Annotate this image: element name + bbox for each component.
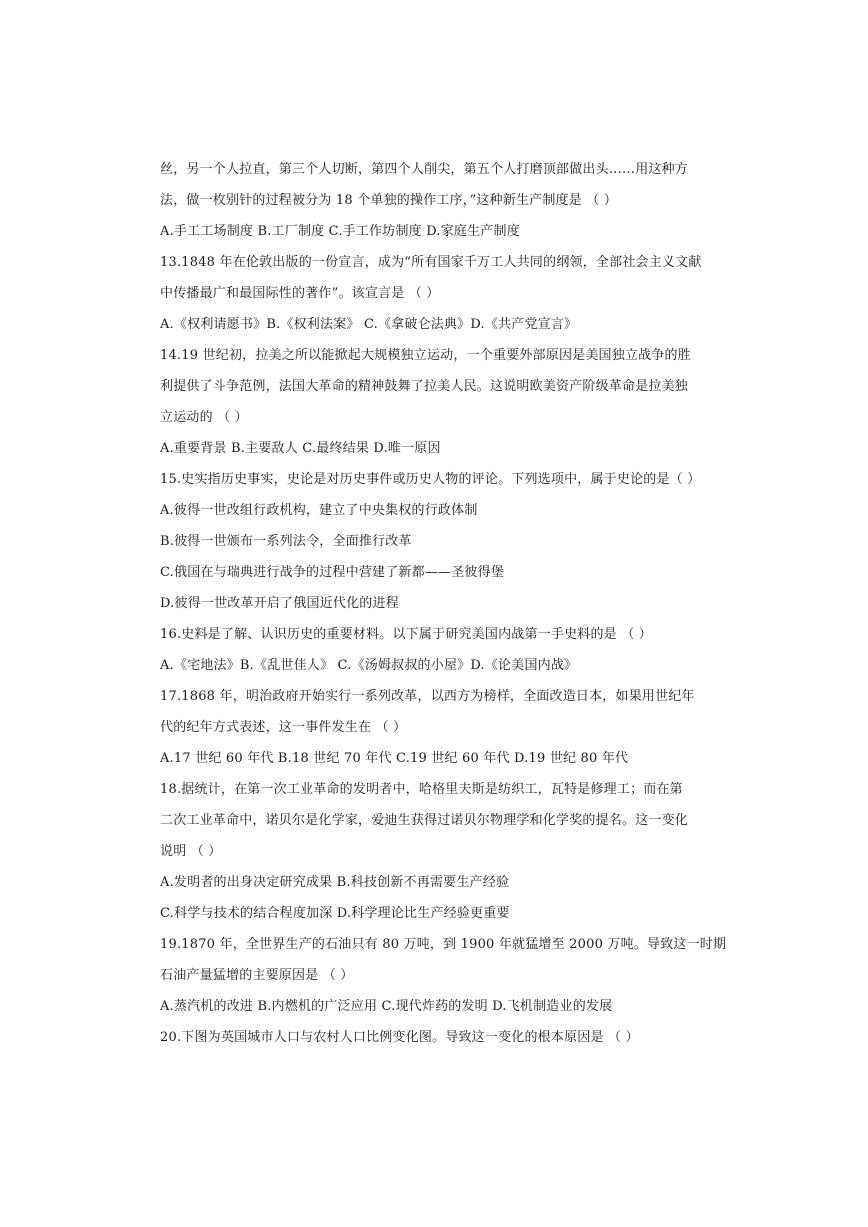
text-line: 17.1868 年，明治政府开始实行一系列改革，以西方为榜样，全面改造日本，如果用世纪年 <box>160 689 695 704</box>
text-line: 石油产量猛增的主要原因是 （ ） <box>160 968 354 983</box>
text-line: A.手工工场制度 B.工厂制度 C.手工作坊制度 D.家庭生产制度 <box>160 224 520 239</box>
text-line: 丝，另一个人拉直，第三个人切断，第四个人削尖，第五个人打磨顶部做出头……用这种方 <box>160 162 689 177</box>
text-line: 19.1870 年，全世界生产的石油只有 80 万吨，到 1900 年就猛增至 2000 万吨。导致这一时期 <box>160 937 727 952</box>
text-line: A.蒸汽机的改进 B.内燃机的广泛应用 C.现代炸药的发明 D.飞机制造业的发展 <box>160 999 613 1014</box>
text-line: 中传播最广和最国际性的著作”。该宣言是 （ ） <box>160 286 440 301</box>
text-line: 说明 （ ） <box>160 844 222 859</box>
text-line: C.俄国在与瑞典进行战争的过程中营建了新都——圣彼得堡 <box>160 565 505 580</box>
text-line: C.科学与技术的结合程度加深 D.科学理论比生产经验更重要 <box>160 906 510 921</box>
text-line: B.彼得一世颁布一系列法令，全面推行改革 <box>160 534 412 549</box>
text-line: 20.下图为英国城市人口与农村人口比例变化图。导致这一变化的根本原因是 （ ） <box>160 1030 639 1045</box>
text-line: A.17 世纪 60 年代 B.18 世纪 70 年代 C.19 世纪 60 年代 D.19 世纪 80 年代 <box>160 751 629 766</box>
text-line: A.重要背景 B.主要敌人 C.最终结果 D.唯一原因 <box>160 441 441 456</box>
text-line: 14.19 世纪初，拉美之所以能掀起大规模独立运动，一个重要外部原因是美国独立战争的胜 <box>160 348 691 363</box>
text-line: 立运动的 （ ） <box>160 410 248 425</box>
text-line: A.发明者的出身决定研究成果 B.科技创新不再需要生产经验 <box>160 875 510 890</box>
text-line: 13.1848 年在伦敦出版的一份宣言，成为“所有国家千万工人共同的纲领，全部社会主义文献 <box>160 255 702 270</box>
text-line: 15.史实指历史事实，史论是对历史事件或历史人物的评论。下列选项中，属于史论的是（ ） <box>160 472 701 487</box>
text-line: 代的纪年方式表述，这一事件发生在 （ ） <box>160 720 407 735</box>
text-line: 18.据统计，在第一次工业革命的发明者中，哈格里夫斯是纺织工，瓦特是修理工；而在第 <box>160 782 683 797</box>
text-line: A.彼得一世改组行政机构，建立了中央集权的行政体制 <box>160 503 478 518</box>
text-line: A.《宅地法》B.《乱世佳人》 C.《汤姆叔叔的小屋》D.《论美国内战》 <box>160 658 578 673</box>
text-line: D.彼得一世改革开启了俄国近代化的进程 <box>160 596 399 611</box>
question-text <box>160 154 727 1053</box>
text-line: 16.史料是了解、认识历史的重要材料。以下属于研究美国内战第一手史料的是 （ ） <box>160 627 652 642</box>
text-line: 二次工业革命中，诺贝尔是化学家，爱迪生获得过诺贝尔物理学和化学奖的提名。这一变化 <box>160 813 689 828</box>
text-line: A.《权利请愿书》B.《权利法案》 C.《拿破仑法典》D.《共产党宣言》 <box>160 317 578 332</box>
text-line: 利提供了斗争范例，法国大革命的精神鼓舞了拉美人民。这说明欧美资产阶级革命是拉美独 <box>160 379 689 394</box>
text-line: 法，做一枚别针的过程被分为 18 个单独的操作工序，”这种新生产制度是 （ ） <box>160 193 618 208</box>
